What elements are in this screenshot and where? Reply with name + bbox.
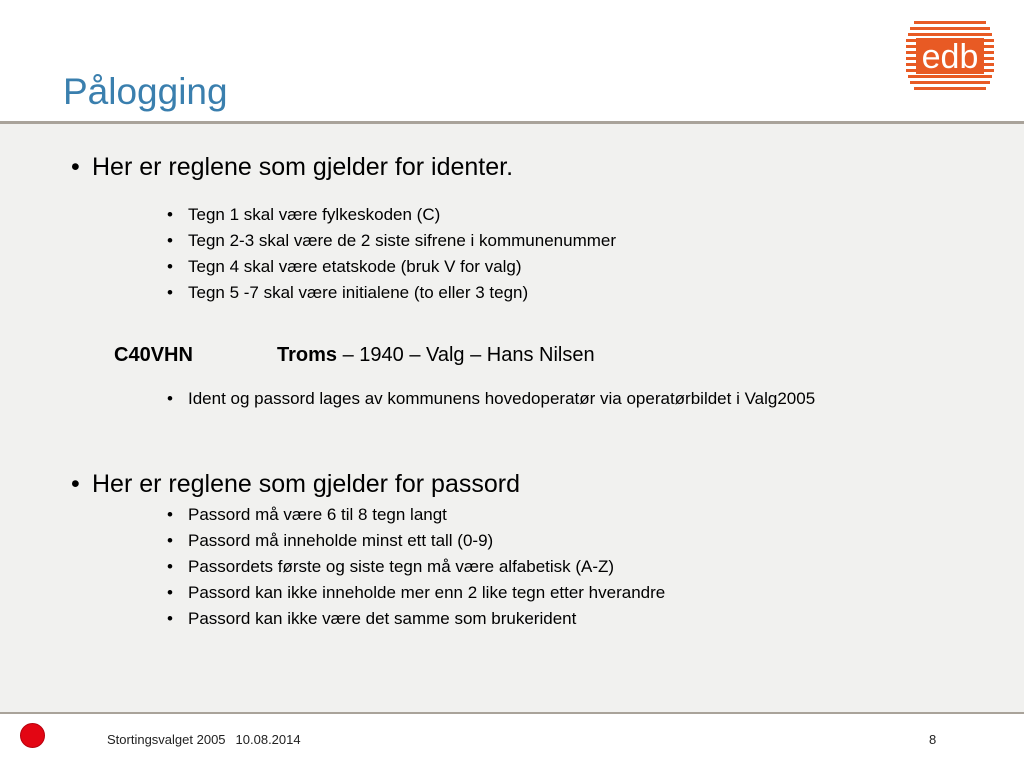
edb-logo <box>906 21 994 91</box>
ident-heading-text: Her er reglene som gjelder for identer. <box>92 153 514 181</box>
edb-logo-text: edb <box>921 38 979 76</box>
footer-info <box>107 732 301 747</box>
list-item: • Passord må være 6 til 8 tegn langt <box>167 502 665 528</box>
bullet: • <box>71 153 80 181</box>
list-item: • Tegn 5 -7 skal være initialene (to eller 3 tegn) <box>167 280 616 306</box>
bullet: • <box>71 470 80 498</box>
page-number: 8 <box>929 732 937 747</box>
footer-red-dot-icon <box>20 723 45 748</box>
ident-example-region: Troms <box>277 344 338 366</box>
list-item: • Passordets første og siste tegn må være alfabetisk (A-Z) <box>167 554 665 580</box>
list-item: • Passord kan ikke være det samme som brukerident <box>167 606 665 632</box>
list-item: • Ident og passord lages av kommunens hovedoperatør via operatørbildet i Valg2005 <box>167 386 848 412</box>
list-item: • Tegn 1 skal være fylkeskoden (C) <box>167 202 616 228</box>
slide-title: Pålogging <box>63 71 228 112</box>
footer-date: 10.08.2014 <box>235 732 301 747</box>
list-item: • Tegn 4 skal være etatskode (bruk V for valg) <box>167 254 616 280</box>
list-item: • Passord må inneholde minst ett tall (0-9) <box>167 528 665 554</box>
password-heading-text: Her er reglene som gjelder for passord <box>92 470 520 498</box>
password-rules-heading <box>71 469 520 499</box>
footer-event: Stortingsvalget 2005 <box>107 732 226 747</box>
ident-example <box>114 341 595 369</box>
ident-example-code: C40VHN <box>114 344 193 366</box>
list-item: • Tegn 2-3 skal være de 2 siste sifrene i kommunenummer <box>167 228 616 254</box>
password-rules-list <box>167 502 665 632</box>
ident-example-details: – 1940 – Valg – Hans Nilsen <box>337 344 595 366</box>
list-item: • Passord kan ikke inneholde mer enn 2 like tegn etter hverandre <box>167 580 665 606</box>
ident-rules-list <box>167 202 616 306</box>
ident-rules-heading <box>71 152 513 182</box>
ident-note-list <box>167 386 848 412</box>
